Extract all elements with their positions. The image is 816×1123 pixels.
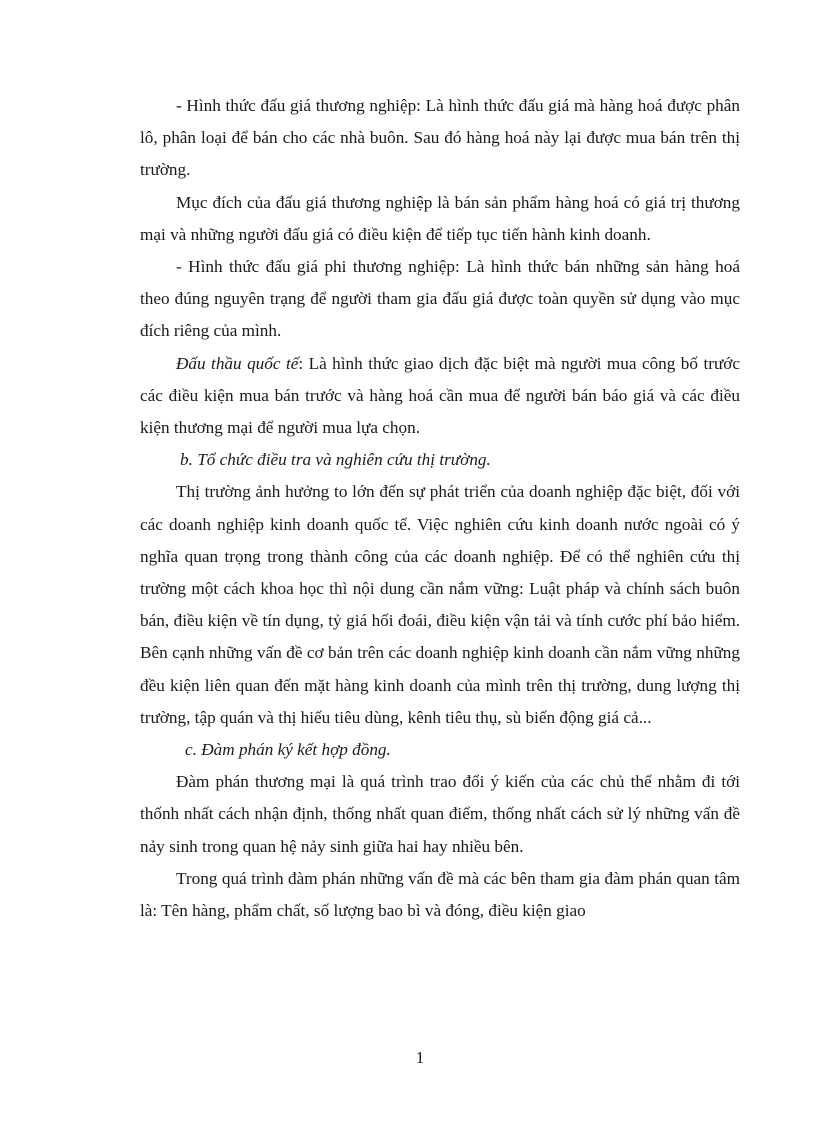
paragraph-auction-purpose: Mục đích của đấu giá thương nghiệp là bán sản phẩm hàng hoá có giá trị thương mại và những người đấu giá có điều kiện để tiếp tục tiến hành kinh doanh.	[140, 192, 740, 244]
section-heading-b: b. Tổ chức điều tra và nghiên cứu thị trường.	[180, 450, 491, 470]
tender-term: Đấu thầu quốc tế	[176, 353, 299, 373]
page-number: 1	[415, 1048, 425, 1067]
paragraph-auction-noncommercial: - Hình thức đấu giá phi thương nghiệp: Là hình thức bán những sản hàng hoá theo đúng nguyên trạng để người tham gia đấu giá được toàn quyền sử dụng vào mục đích riêng của mình.	[140, 257, 740, 341]
tender-definition: : Là hình thức giao dịch đặc biệt mà người mua công bố trước các điều kiện mua bán trước và hàng hoá cần mua để người bán báo giá và các điều kiện thương mại để người mua lựa chọn.	[140, 353, 740, 438]
paragraph-negotiation-issues: Trong quá trình đàm phán những vấn đề mà các bên tham gia đàm phán quan tâm là: Tên hàng, phẩm chất, số lượng bao bì và đóng, điều kiện giao	[140, 868, 740, 921]
paragraph-negotiation-definition: Đàm phán thương mại là quá trình trao đổi ý kiến của các chủ thể nhằm đi tới thốnh nhất cách nhận định, thống nhất quan điểm, thống nhất cách sử lý những vấn đề nảy sinh trong quan hệ nảy sinh giữa hai hay nhiều bên.	[140, 772, 740, 856]
section-heading-c: c. Đàm phán ký kết hợp đồng.	[185, 740, 391, 760]
paragraph-market-research: Thị trường ảnh hưởng to lớn đến sự phát triển của doanh nghiệp đặc biệt, đối với các doanh nghiệp kinh doanh quốc tế. Việc nghiên cứu kinh doanh nước ngoài có ý nghĩa quan trọng trong thành công của các doanh nghiệp. Để có thể nghiên cứu thị trường một cách khoa học thì nội dung cần nắm vững: Luật pháp và chính sách buôn bán, điều kiện về tín dụng, tỷ giá hối đoái, điều kiện vận tải và tính cước phí bảo hiểm. Bên cạnh những vấn đề cơ bản trên các doanh nghiệp kinh doanh cần nắm vững những đều kiện liên quan đến mặt hàng kinh doanh của mình trên thị trường, dung lượng thị trường, tập quán và thị hiếu tiêu dùng, kênh tiêu thụ, sù biến động giá cả...	[140, 482, 740, 727]
paragraph-international-tender	[140, 348, 740, 445]
paragraph-auction-commercial: - Hình thức đấu giá thương nghiệp: Là hình thức đấu giá mà hàng hoá được phân lô, phân loại để bán cho các nhà buôn. Sau đó hàng hoá này lại được mua bán trên thị trường.	[140, 96, 740, 180]
body-text	[140, 90, 740, 927]
